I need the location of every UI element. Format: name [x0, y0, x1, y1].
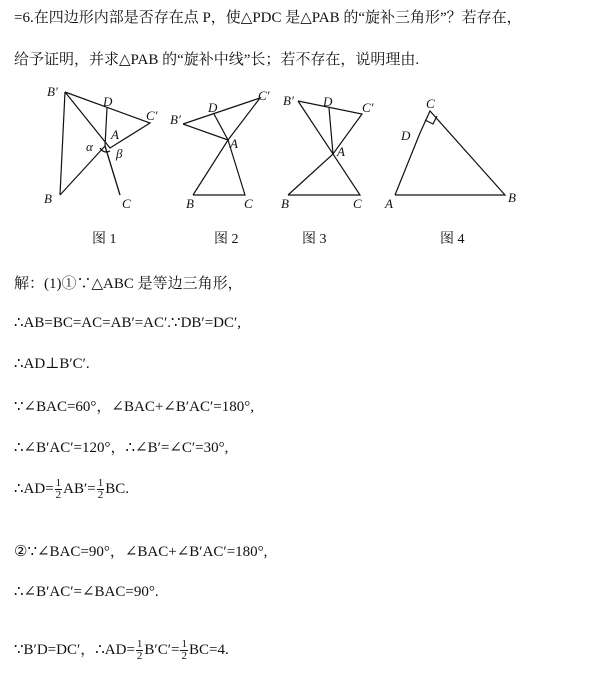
fig1-label-beta: β	[116, 146, 123, 161]
l6-pre: ∴AD=	[14, 480, 54, 497]
solution-line-7: ②∵∠BAC=90°，∠BAC+∠B′AC′=180°,	[14, 544, 268, 560]
fig3-label-a: A	[337, 144, 345, 159]
solution-line-1: 解：(1)①∵△ABC 是等边三角形，	[14, 276, 243, 292]
fig2-label-a: A	[230, 136, 238, 151]
solution-line-3: ∴AD⊥B′C′.	[14, 356, 90, 372]
fig3-line-ad	[329, 108, 333, 154]
fig1-angle-arc	[100, 148, 110, 152]
solution-line-2: ∴AB=BC=AC=AB′=AC′.∵DB′=DC′,	[14, 315, 242, 331]
problem-line-2: 给予证明，并求△PAB 的“旋补中线”长；若不存在，说明理由.	[14, 52, 420, 68]
fig4-label-c: C	[426, 96, 435, 111]
fig1-caption: 图 1	[92, 232, 117, 247]
fig1-label-b1: B′	[47, 84, 58, 99]
fig2-triangle-upper	[183, 98, 260, 140]
l6-mid: AB′=	[63, 480, 96, 497]
fig1-label-b: B	[44, 191, 52, 206]
l9-fraction-2	[180, 639, 188, 662]
solution-line-6	[14, 478, 129, 501]
fig3-label-d: D	[323, 94, 333, 109]
l6-f1-num: 1	[55, 477, 62, 489]
l6-f2-num: 1	[97, 477, 104, 489]
fig3-caption: 图 3	[302, 232, 327, 247]
fig2-label-d: D	[208, 100, 218, 115]
l6-post: BC.	[105, 480, 130, 497]
solution-line-4: ∵∠BAC=60°，∠BAC+∠B′AC′=180°,	[14, 399, 254, 415]
fig3-label-b1: B′	[283, 93, 294, 108]
fig3-label-c1: C′	[362, 100, 374, 115]
figures-row	[0, 78, 595, 248]
fig1-label-d: D	[103, 94, 113, 109]
fig1-line-bb1	[60, 92, 65, 195]
fig1-label-c: C	[122, 196, 131, 211]
l6-f1-den: 2	[55, 489, 62, 501]
fig3-triangle-lower	[288, 154, 360, 195]
fig1-label-c1: C′	[146, 108, 158, 123]
fig4-caption: 图 4	[440, 232, 465, 247]
fig2-label-b1: B′	[170, 112, 181, 127]
l9-f1-den: 2	[136, 650, 143, 663]
fig4-quadrilateral	[395, 111, 505, 195]
solution-line-8: ∴∠B′AC′=∠BAC=90°.	[14, 584, 159, 600]
fig2-label-b: B	[186, 196, 194, 211]
l6-f2-den: 2	[97, 489, 104, 501]
fig1-label-a: A	[111, 127, 119, 142]
fig4-label-b: B	[508, 190, 516, 205]
l6-fraction-2	[97, 478, 105, 501]
l9-pre: ∵B′D=DC′，∴AD=	[14, 642, 135, 658]
fig1-line-ad	[105, 108, 107, 146]
fig2-label-c: C	[244, 196, 253, 211]
fig1-label-alpha: α	[86, 139, 93, 154]
problem-line-1: =6.在四边形内部是否存在点 P，使△PDC 是△PAB 的“旋补三角形”？若存在，	[14, 10, 522, 26]
solution-line-9	[14, 638, 229, 662]
l9-fraction-1	[136, 639, 144, 662]
l6-fraction-1	[55, 478, 63, 501]
l9-mid: B′C′=	[144, 642, 180, 658]
fig4-label-a: A	[385, 196, 393, 211]
l9-f2-den: 2	[181, 650, 187, 663]
fig3-label-b: B	[281, 196, 289, 211]
fig4-label-d: D	[401, 128, 411, 143]
fig2-label-c1: C′	[258, 88, 270, 103]
l9-post: BC=4.	[188, 642, 229, 658]
solution-line-5: ∴∠B′AC′=120°，∴∠B′=∠C′=30°,	[14, 440, 229, 456]
fig2-caption: 图 2	[214, 232, 239, 247]
l9-f2-num: 1	[181, 638, 187, 651]
fig3-label-c: C	[353, 196, 362, 211]
l9-f1-num: 1	[136, 638, 143, 651]
